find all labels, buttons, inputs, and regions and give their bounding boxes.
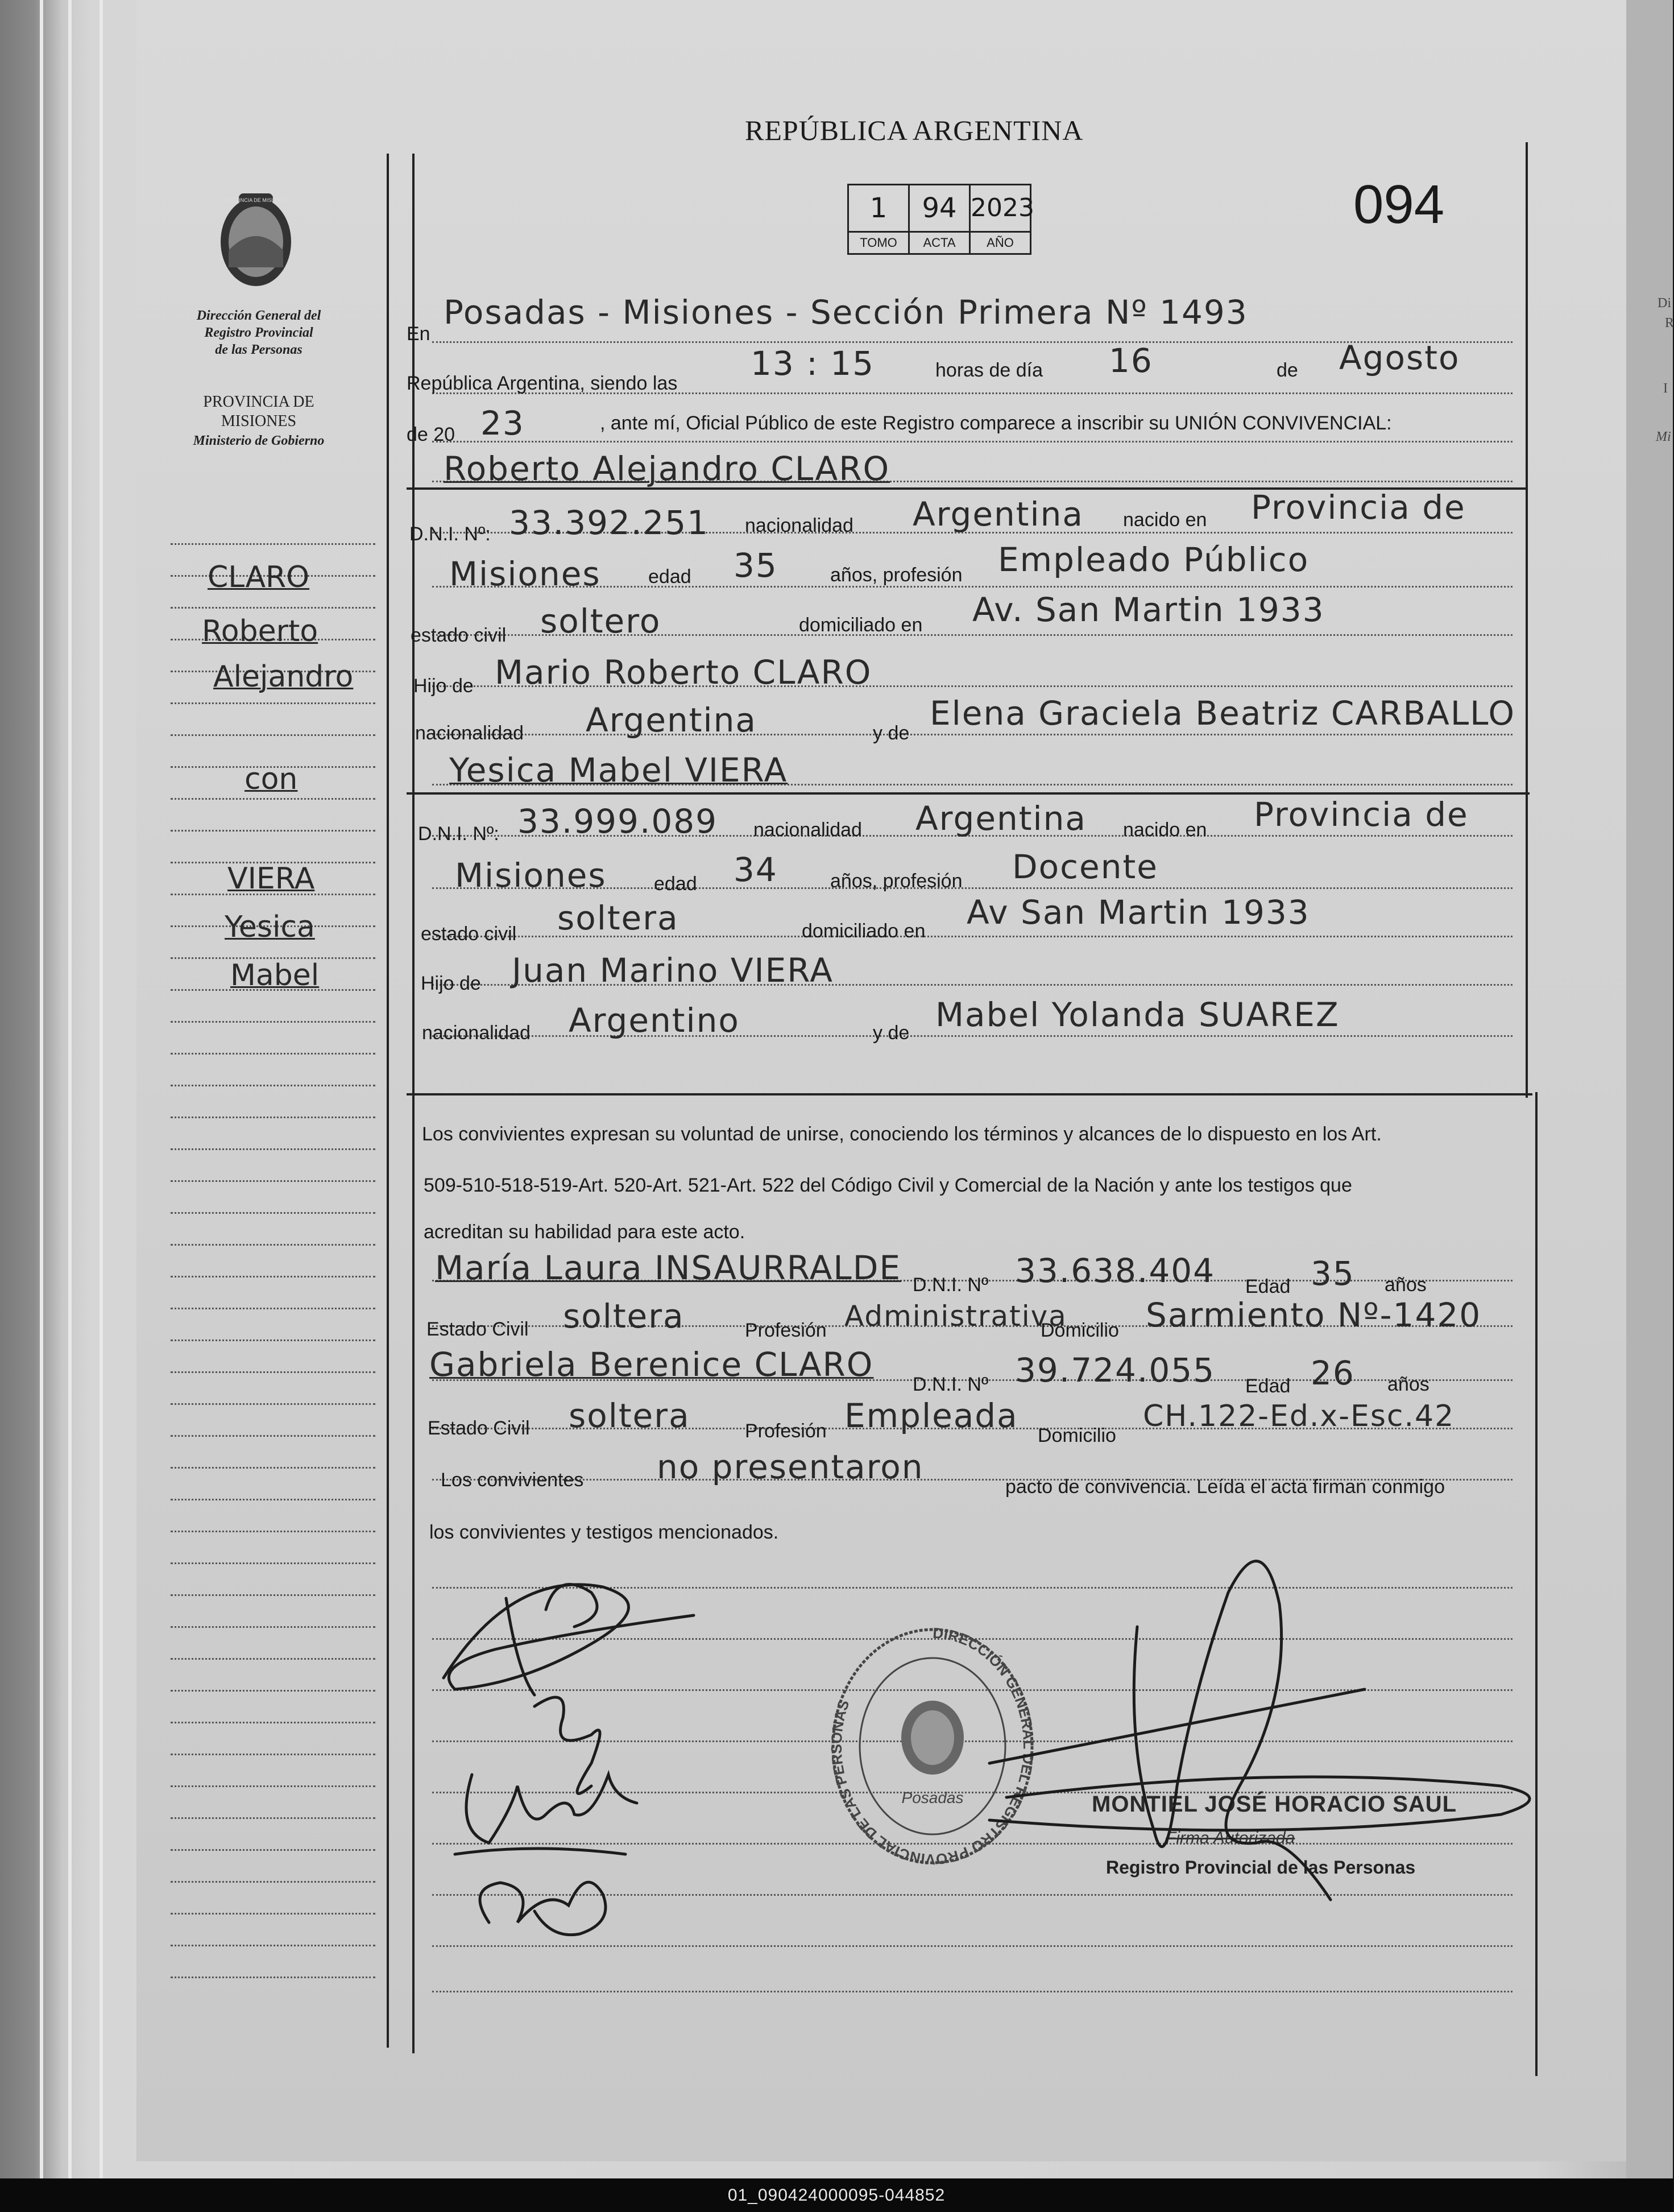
provincial-seal-icon (216, 182, 296, 290)
margin-dotted-line (171, 734, 375, 736)
p1-dni-label: D.N.I. Nº: (409, 523, 491, 545)
margin-dotted-line (171, 1180, 375, 1182)
w2-dom-label: Domicilio (1038, 1425, 1116, 1446)
p2-nationality: Argentina (915, 799, 1087, 838)
page-edge (40, 0, 43, 2178)
p1-dni: 33.392.251 (509, 503, 710, 542)
signature-2 (534, 1697, 600, 1793)
signature-4 (480, 1882, 606, 1935)
statement-text: , ante mí, Oficial Público de este Registro comparece a inscribir su UNIÓN CONVIVENCIAL: (600, 412, 1392, 434)
margin-dotted-line (171, 1499, 375, 1500)
p1-mother: Elena Graciela Beatriz CARBALLO (930, 694, 1516, 733)
acta-cell (910, 185, 971, 253)
margin-dotted-line (171, 1371, 375, 1373)
ano-value: 2023 (971, 185, 1030, 233)
margin-note-name1: Roberto (202, 614, 318, 648)
p1-father: Mario Roberto CLARO (495, 653, 872, 692)
margin-dotted-line (171, 1531, 375, 1532)
margin-dotted-line (171, 1085, 375, 1086)
en-label: En (407, 323, 430, 345)
province-line1: PROVINCIA DE (203, 393, 314, 411)
acta-value: 94 (910, 185, 969, 233)
p1-birthplace1: Provincia de (1251, 488, 1466, 527)
margin-dotted-line (171, 1562, 375, 1564)
p1-age: 35 (734, 546, 778, 585)
margin-dotted-line (171, 1403, 375, 1405)
p1-civil-label: estado civil (411, 625, 507, 646)
p1-address: Av. San Martin 1933 (972, 590, 1325, 629)
margin-dotted-line (171, 543, 375, 545)
margin-dotted-line (171, 1626, 375, 1628)
margin-dotted-line (171, 1339, 375, 1341)
p2-dni: 33.999.089 (517, 802, 718, 841)
ano-cell (971, 185, 1034, 253)
margin-dotted-line (171, 1308, 375, 1309)
de-label: de (1277, 359, 1298, 381)
w1-age: 35 (1311, 1254, 1355, 1293)
p2-age: 34 (734, 850, 778, 889)
w2-civil-label: Estado Civil (428, 1417, 530, 1439)
p1-yde-label: y de (873, 722, 910, 744)
margin-dotted-line (171, 1849, 375, 1851)
seal-city: Posadas (901, 1789, 964, 1806)
frame-right-line (1526, 142, 1528, 1098)
w2-name: Gabriela Berenice CLARO (429, 1345, 874, 1384)
margin-dotted-line (171, 1881, 375, 1883)
w2-dni-label: D.N.I. Nº (913, 1374, 989, 1395)
margin-dotted-line (171, 1212, 375, 1214)
horas-label: horas de día (935, 359, 1043, 381)
adjacent-page-fragment: Di (1658, 296, 1671, 311)
p1-edad-label: edad (648, 566, 691, 588)
institution-line2: Registro Provincial (204, 325, 313, 340)
p2-father: Juan Marino VIERA (512, 951, 834, 990)
adjacent-page-fragment: R (1665, 316, 1674, 330)
document-title: REPÚBLICA ARGENTINA (745, 114, 1084, 146)
margin-dotted-line (171, 1244, 375, 1246)
p1-nacido-label: nacido en (1123, 509, 1207, 531)
closing-conv-label: Los convivientes (441, 1469, 584, 1491)
p1-profession: Empleado Público (998, 540, 1310, 579)
margin-note-name2b: Mabel (230, 958, 320, 993)
p2-profession: Docente (1012, 847, 1158, 886)
p2-nacido-label: nacido en (1123, 819, 1207, 841)
p2-edad-label: edad (654, 873, 697, 895)
margin-dotted-line (171, 1435, 375, 1437)
w2-edad-label: Edad (1245, 1375, 1291, 1397)
record-number: 094 (1353, 174, 1445, 235)
tomo-acta-ano-box (847, 184, 1034, 255)
p2-yde-label: y de (873, 1022, 910, 1044)
margin-dotted-line (171, 1276, 375, 1277)
de20-label: de 20 (407, 424, 455, 445)
month-value: Agosto (1339, 338, 1460, 377)
margin-dotted-line (171, 1722, 375, 1723)
registrar-role: Firma Autorizada (1166, 1829, 1295, 1847)
p2-civil-label: estado civil (421, 923, 517, 945)
w2-age: 26 (1311, 1354, 1355, 1392)
margin-dotted-line (171, 1754, 375, 1755)
w1-edad-label: Edad (1245, 1276, 1291, 1297)
republica-label: República Argentina, siendo las (407, 373, 678, 394)
province-block (165, 392, 353, 450)
p1-dom-label: domiciliado en (799, 614, 923, 636)
margin-dotted-line (171, 1658, 375, 1660)
page-edge (68, 0, 72, 2178)
p2-birthplace1: Provincia de (1254, 795, 1469, 834)
w2-anos-label: años (1387, 1374, 1429, 1395)
margin-dotted-line (171, 702, 375, 704)
w2-address: CH.122-Ed.x-Esc.42 (1143, 1399, 1455, 1433)
margin-dotted-line (171, 1467, 375, 1469)
w1-dni-label: D.N.I. Nº (913, 1274, 989, 1296)
p2-prof-label: años, profesión (830, 870, 963, 892)
w1-address: Sarmiento Nº-1420 (1146, 1296, 1482, 1334)
w1-name: María Laura INSAURRALDE (435, 1248, 902, 1287)
p1-father-nationality: Argentina (586, 701, 757, 739)
w1-dom-label: Domicilio (1041, 1320, 1119, 1341)
day-value: 16 (1109, 341, 1153, 380)
p1-nationality: Argentina (913, 495, 1084, 534)
margin-dotted-line (171, 1053, 375, 1055)
tomo-value: 1 (849, 185, 908, 233)
w1-prof-label: Profesión (745, 1320, 827, 1341)
person1-name: Roberto Alejandro CLARO (444, 449, 890, 488)
institution-block (165, 307, 353, 358)
p2-nac2-label: nacionalidad (422, 1022, 531, 1044)
section-divider-3 (407, 1093, 1532, 1095)
margin-dotted-line (171, 1785, 375, 1787)
acta-label: ACTA (923, 235, 956, 250)
section-divider-2 (407, 792, 1530, 795)
p1-birthplace2: Misiones (449, 555, 601, 593)
margin-dotted-line (171, 830, 375, 832)
margin-dotted-line (171, 607, 375, 609)
p2-mother: Mabel Yolanda SUAREZ (935, 995, 1340, 1034)
institution-line1: Dirección General del (196, 308, 321, 323)
tomo-label: TOMO (860, 235, 897, 250)
institution-line3: de las Personas (215, 342, 303, 357)
closing-line2: los convivientes y testigos mencionados. (429, 1521, 779, 1543)
w1-profession: Administrativa (844, 1300, 1067, 1333)
margin-dotted-line (171, 1690, 375, 1692)
signature-1 (444, 1585, 694, 1689)
frame-left-line (387, 154, 389, 2048)
main-dotted-line (432, 441, 1513, 443)
margin-note-con: con (245, 762, 298, 796)
p2-birthplace2: Misiones (455, 856, 607, 895)
p1-civil: soltero (540, 602, 661, 640)
margin-note-surname1: CLARO (208, 560, 310, 594)
main-dotted-line (432, 1991, 1513, 1992)
ano-label: AÑO (987, 235, 1014, 250)
closing-conv-value: no presentaron (657, 1448, 924, 1486)
official-signature (1134, 1561, 1331, 1900)
p1-nac2-label: nacionalidad (415, 722, 524, 744)
w1-dni: 33.638.404 (1015, 1251, 1216, 1290)
legal-line1: Los convivientes expresan su voluntad de unirse, conociendo los términos y alcances de lo dispuesto en los Art. (422, 1123, 1382, 1145)
official-signature-flourish (989, 1777, 1530, 1830)
time-value: 13 : 15 (751, 344, 875, 383)
legal-line3: acreditan su habilidad para este acto. (424, 1221, 745, 1243)
scan-filename-bar: 01_090424000095-044852 (0, 2178, 1673, 2212)
p2-father-nationality: Argentino (569, 1001, 740, 1040)
person2-name: Yesica Mabel VIERA (449, 751, 788, 789)
p2-nac-label: nacionalidad (753, 819, 862, 841)
legal-line2: 509-510-518-519-Art. 520-Art. 521-Art. 522 del Código Civil y Comercial de la Nación y ante los testigos que (424, 1175, 1352, 1196)
w2-civil: soltera (569, 1396, 690, 1435)
p2-address: Av San Martin 1933 (967, 893, 1310, 932)
w1-civil-label: Estado Civil (426, 1318, 529, 1340)
place-value: Posadas - Misiones - Sección Primera Nº 1493 (444, 293, 1248, 332)
margin-dotted-line (171, 1594, 375, 1596)
p1-prof-label: años, profesión (830, 564, 963, 586)
margin-dotted-line (171, 1817, 375, 1819)
official-signature-stroke (989, 1689, 1365, 1763)
margin-dotted-line (171, 798, 375, 800)
signatures-layer (421, 1547, 1558, 1991)
margin-dotted-line (171, 1913, 375, 1915)
margin-dotted-line (171, 1945, 375, 1946)
margin-dotted-line (171, 1148, 375, 1150)
w1-civil: soltera (563, 1297, 685, 1336)
margin-dotted-line (171, 1117, 375, 1118)
w1-anos-label: años (1385, 1274, 1427, 1296)
signature-3-underline (455, 1849, 625, 1854)
year-value: 23 (480, 404, 525, 443)
margin-note-name2: Yesica (225, 910, 315, 944)
p2-hijo-label: Hijo de (421, 973, 481, 994)
tomo-cell (849, 185, 910, 253)
p1-nac-label: nacionalidad (745, 515, 853, 536)
registrar-name: MONTIEL JOSÉ HORACIO SAUL (1092, 1792, 1457, 1817)
province-line2: MISIONES (221, 412, 297, 430)
margin-dotted-line (171, 1021, 375, 1023)
seal-caption: PROVINCIA DE MISIONES (224, 197, 288, 203)
adjacent-page-fragment: I (1663, 381, 1668, 396)
margin-dotted-line (171, 1977, 375, 1978)
p2-civil: soltera (557, 899, 679, 937)
ministry-line: Ministerio de Gobierno (193, 433, 325, 448)
w2-dni: 39.724.055 (1015, 1351, 1216, 1390)
p2-dni-label: D.N.I. Nº: (418, 823, 499, 845)
seal-ring-text: DIRECCIÓN GENERAL DEL REGISTRO PROVINCIAL DE LAS PERSONAS (827, 1624, 1038, 1868)
margin-note-surname2: VIERA (227, 862, 315, 896)
p2-dom-label: domiciliado en (802, 920, 926, 942)
closing-pact-text: pacto de convivencia. Leída el acta firman conmigo (1005, 1476, 1445, 1498)
p1-hijo-label: Hijo de (413, 675, 474, 697)
page-edge (100, 0, 103, 2178)
registrar-office: Registro Provincial de las Personas (1106, 1857, 1416, 1878)
w2-profession: Empleada (844, 1396, 1018, 1435)
margin-note-name1b: Alejandro (213, 660, 354, 694)
signature-3 (466, 1775, 637, 1843)
adjacent-page-fragment: Mi (1656, 429, 1671, 444)
w2-prof-label: Profesión (745, 1420, 827, 1442)
